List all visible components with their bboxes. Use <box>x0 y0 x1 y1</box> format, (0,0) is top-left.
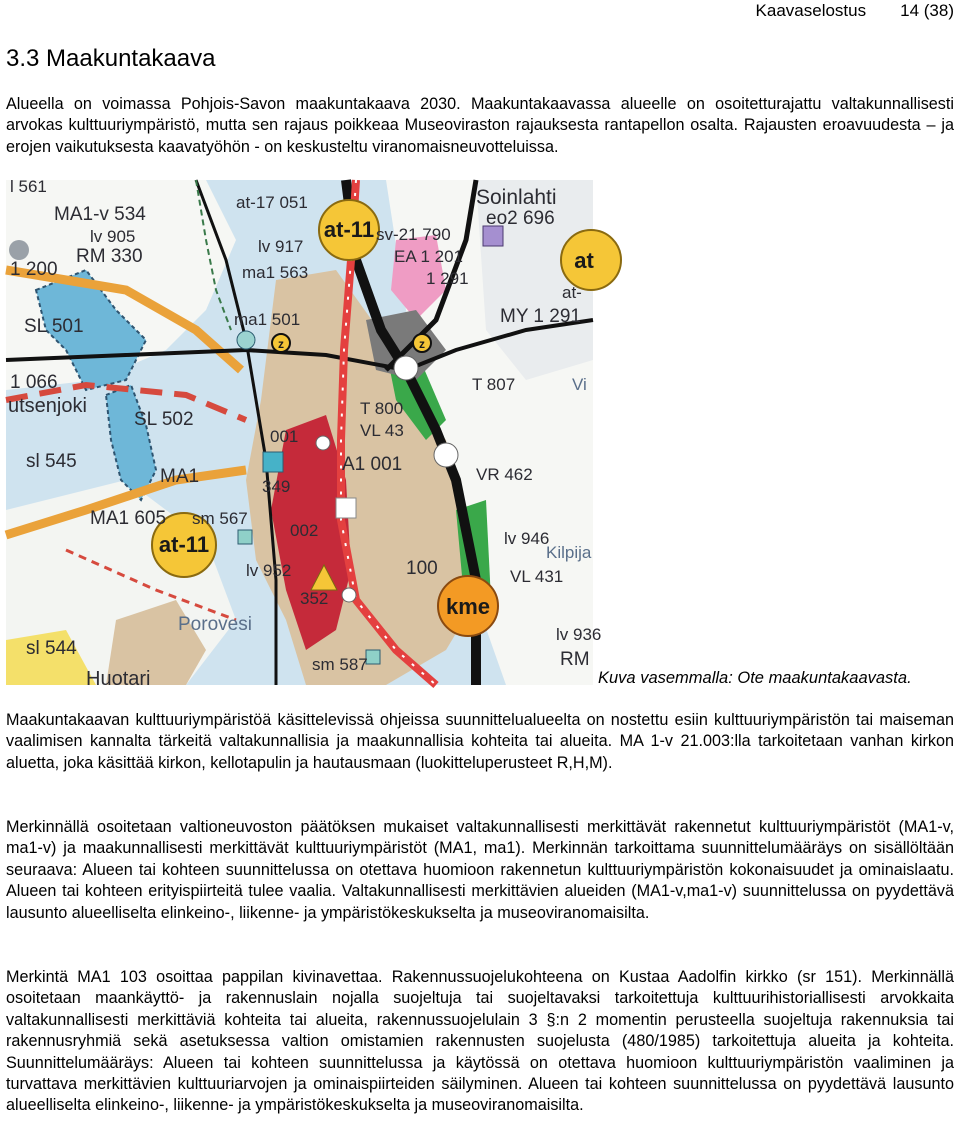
map-label: RM <box>560 649 590 670</box>
map-label: MA1-v 534 <box>54 204 146 225</box>
map-label: 349 <box>262 477 291 496</box>
map-label: lv 952 <box>246 561 292 580</box>
map-label: Porovesi <box>178 614 252 635</box>
paragraph-ma1-103: Merkintä MA1 103 osoittaa pappilan kivinavettaa. Rakennussuojelukohteena on Kustaa Aadolfin kirkko (sr 151). Merkinnällä osoitetaan maankäyttö- ja rakennuslain nojalla suojeltuja tai suojeltavaksi tarkoitettuja kulttuurihistoriallisesti arvokkaita valtakunnallisesti merkittäviä kohteita tai alueita, rakennussuojelulain 3 §:n 2 momentin perusteella suojeltuja rakennuksia tai rakennusryhmiä sekä asetuksessa valtion omistamien rakennusten suojelusta (480/1985) tarkoitettuja alueita ja kohteita. Suunnittelumääräys: Alueen tai kohteen suunnittelussa ja käytössä on otettava huomioon kulttuuriympäristön vaaliminen ja turvattava merkittävien kulttuuriarvojen ja ominaispiirteiden säilyminen. Alueen tai kohteen suunnittelussa on pyydettävä lausunto alueelliselta elinkeino-, liikenne- ja ympäristökeskukselta ja museoviranomaisilta. <box>6 968 954 1115</box>
map-label: T 807 <box>472 375 516 394</box>
map-symbol-label: at-11 <box>158 532 210 557</box>
map-label: 1 066 <box>10 372 58 393</box>
map-label: EA 1 201 <box>394 247 464 266</box>
regional-plan-map <box>6 177 602 690</box>
map-label: ma1 563 <box>242 263 309 282</box>
map-label: SL 502 <box>134 409 194 430</box>
map-label: utsenjoki <box>8 395 87 417</box>
map-label: eo2 696 <box>486 208 555 229</box>
map-label: lv 936 <box>556 625 602 644</box>
map-label: MY 1 291 <box>500 306 581 327</box>
paragraph-ma1-marking: Merkinnällä osoitetaan valtioneuvoston päätöksen mukaiset valtakunnallisesti merkittävät rakennetut kulttuuriympäristöt (MA1-v, ma1-v) ja maakunnallisesti merkittävät kulttuuriympäristöt (MA1, ma1). Merkinnän tarkoittama suunnittelumääräys on sisällöltään seuraava: Alueen tai kohteen suunnittelussa on otettava huomioon rakennetun kulttuuriympäristön kokonaisuudet ja ominaislaatu. Alueen tai kohteen erityispiirteitä tulee vaalia. Valtakunnallisesti merkittävien alueiden (MA1-v,ma1-v) suunnittelussa on pyydettävä lausunto alueelliselta elinkeino-, liikenne- ja ympäristökeskukselta ja museoviranomaisilta. <box>6 818 954 922</box>
map-label: sm 587 <box>312 655 368 674</box>
map-label: SL 501 <box>24 316 84 337</box>
map-label: lv 905 <box>90 227 136 246</box>
map-label: l 561 <box>10 177 47 196</box>
map-graphic <box>6 177 602 690</box>
map-label: sv-21 790 <box>376 225 451 244</box>
document-name: Kaavaselostus <box>755 1 867 20</box>
map-label: 002 <box>290 521 319 540</box>
map-label: T 800 <box>360 399 404 418</box>
section-title: 3.3 Maakuntakaava <box>6 45 216 72</box>
paragraph-intro: Alueella on voimassa Pohjois-Savon maakuntakaava 2030. Maakuntakaavassa alueelle on osoitetturajattu valtakunnallisesti arvokas kulttuuriympäristö, mutta sen rajaus poikkeaa Museoviraston rajauksesta rantapellon osalta. Rajausten eroavuudesta – ja erojen vaikutuksesta kaavatyöhön - on keskusteltu viranomaisneuvotteluissa. <box>6 95 954 156</box>
map-label: Vi <box>572 375 587 394</box>
map-symbol-label: kme <box>445 594 491 619</box>
map-symbol-label: at <box>574 248 594 273</box>
map-label: 352 <box>300 589 329 608</box>
page-number: 14 (38) <box>900 1 954 20</box>
map-label: 001 <box>270 427 299 446</box>
map-label: VR 462 <box>476 465 533 484</box>
map-label: Huotari <box>86 668 151 690</box>
map-symbol-label: z <box>278 337 284 351</box>
map-label: Kilpija <box>546 543 592 562</box>
paragraph-cultural-environment: Maakuntakaavan kulttuuriympäristöä käsittelevissä ohjeissa suunnittelualueelta on nostettu esiin kulttuuriympäristön tai maiseman vaalimisen kannalta tärkeitä valtakunnallisia ja maakunnallisia kohteita tai alueita. MA 1-v 21.003:lla tarkoitetaan vanhan kirkon aluetta, joka käsittää kirkon, kellotapulin ja hautausmaan (luokitteluperusteet R,H,M). <box>6 711 954 772</box>
map-label: lv 917 <box>258 237 304 256</box>
map-label: 1 291 <box>426 269 469 288</box>
map-label: MA1 <box>160 466 200 487</box>
map-label: sl 545 <box>26 451 77 472</box>
map-symbol-label: z <box>419 337 425 351</box>
map-label: at- <box>562 283 582 302</box>
map-label: at-17 051 <box>236 193 308 212</box>
map-label: RM 330 <box>76 246 143 267</box>
map-label: 100 <box>406 558 438 579</box>
map-label: lv 946 <box>504 529 550 548</box>
map-label: sl 544 <box>26 638 77 659</box>
map-label: A1 001 <box>342 454 403 475</box>
figure-caption: Kuva vasemmalla: Ote maakuntakaavasta. <box>598 669 912 687</box>
map-label: ma1 501 <box>234 310 301 329</box>
map-label: sm 567 <box>192 509 248 528</box>
map-label: VL 43 <box>360 421 404 440</box>
map-label: 1 200 <box>10 259 58 280</box>
map-label: VL 431 <box>510 567 564 586</box>
page-header <box>554 0 954 22</box>
map-symbol-label: at-11 <box>323 217 375 242</box>
map-label: MA1 605 <box>90 508 167 529</box>
map-label: Soinlahti <box>476 186 557 209</box>
